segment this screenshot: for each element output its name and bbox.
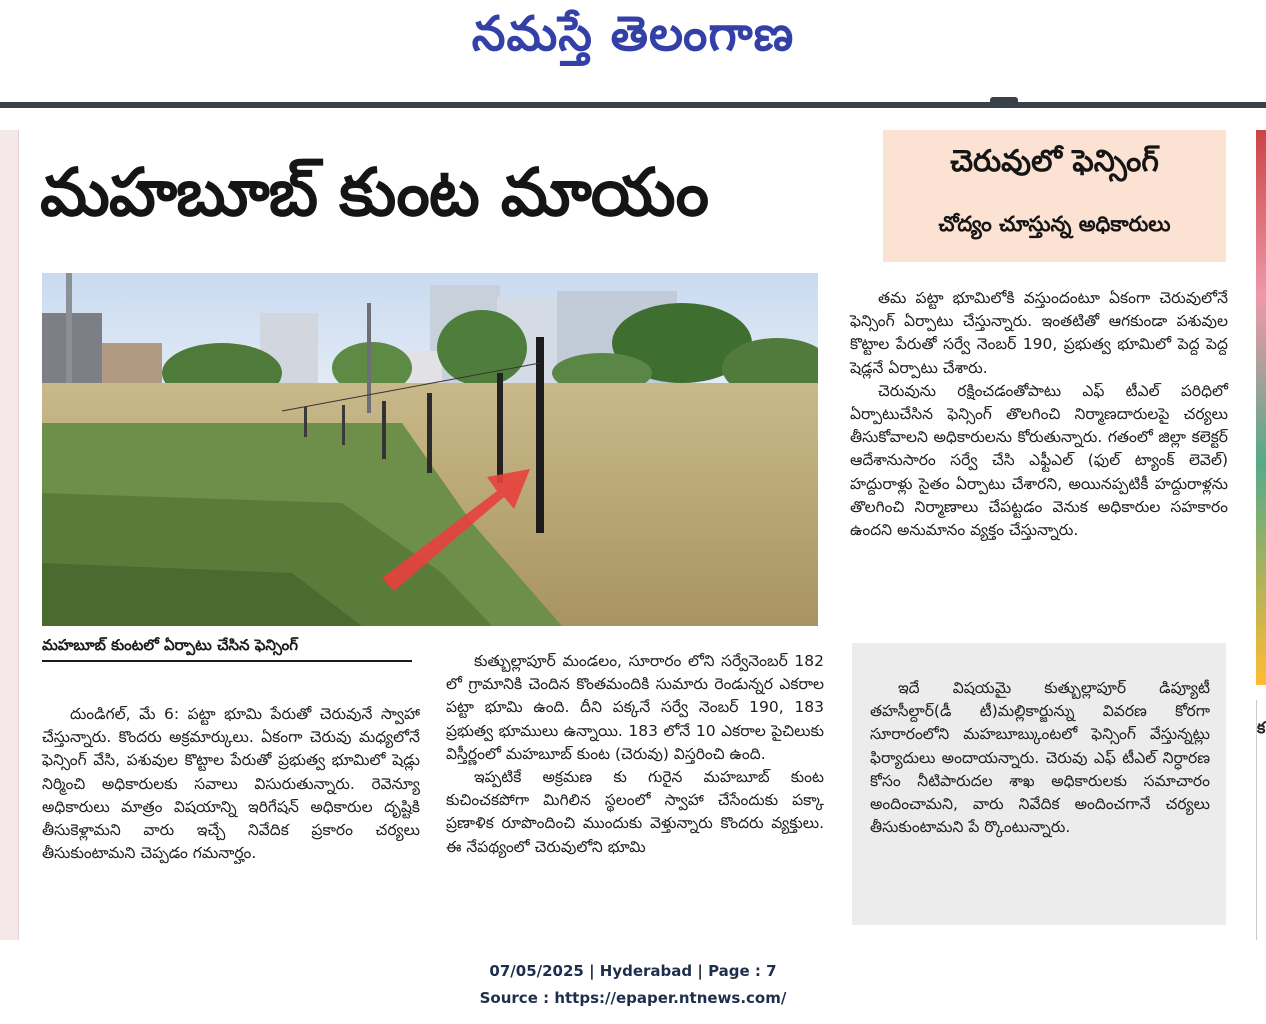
paragraph: చెరువును రక్షించడంతోపాటు ఎఫ్ టీఎల్ పరిధిలో ఏర్పాటుచేసిన ఫెన్సింగ్ తొలగించి నిర్మాణదారులపై చర్యలు తీసుకోవాలని అధికారులను కోరుతున్నారు. గతంలో జిల్లా కలెక్టర్ ఆదేశానుసారం సర్వే చేసి ఎఫ్టీఎల్ (ఫుల్ ట్యాంక్ లెవెల్) హద్దురాళ్లు సైతం ఏర్పాటు చేశారని, అయినప్పటికీ హద్దురాళ్లను తొలగించి నిర్మాణాలు చేపట్టడం వెనుక అధికారుల సహకారం ఉందని అనుమానం వ్యక్తం చేస్తున్నారు. [850,381,1228,540]
article-column-3 [850,287,1228,542]
paragraph: ఇప్పటికే అక్రమణ కు గురైన మహబూబ్ కుంట కుచించకపోగా మిగిలిన స్థలంలో స్వాహా చేసేందుకు పక్కా ప్రణాళిక రూపొందించి ముందుకు వెళ్తున్నారు కొందరు వ్యక్తులు. ఈ నేపథ్యంలో చెరువులోని భూమి [446,768,824,856]
article-headline: మహబూబ్ కుంట మాయం [40,154,709,231]
page-footer [0,958,1266,1012]
right-neighbor-char: క [1257,718,1266,737]
paragraph: దుండిగల్, మే 6: పట్టా భూమి పేరుతో చెరువునే స్వాహా చేస్తున్నారు. కొందరు అక్రమార్కులు. ఏకంగా చెరువు మధ్యలోనే ఫెన్సింగ్ వేసి, పశువుల కొట్టాల పేరుతో ప్రభుత్వ భూమిలో షెడ్లు నిర్మించి అధికారులకు సవాలు విసురుతున్నారు. రెవెన్యూ అధికారులు మాత్రం విషయాన్ని ఇరిగేషన్ అధికారుల దృష్టికి తీసుకెళ్లామని వారు ఇచ్చే నివేదిక ప్రకారం చర్యలు తీసుకుంటామని చెప్పడం గమనార్హం. [42,705,420,863]
article-column-2 [446,650,824,859]
subhead-box [883,130,1226,262]
paragraph: కుత్బుల్లాపూర్ మండలం, సూరారం లోని సర్వేనెంబర్ 182 లో గ్రామానికి చెందిన కొంతమందికి సుమారు రెండున్నర ఎకరాల పట్టా భూమి ఉంది. దీని పక్కనే సర్వే నెంబర్ 190, 183 ప్రభుత్వ భూములు ఉన్నాయి. 183 లోనే 10 ఎకరాల పైచిలుకు విస్తీర్ణంలో మహబూబ్ కుంట (చెరువు) విస్తరించి ఉంది. [446,652,824,763]
photo-fence-in-lake [42,273,818,626]
paragraph: తమ పట్టా భూమిలోకి వస్తుందంటూ ఏకంగా చెరువులోనే ఫెన్సింగ్ ఏర్పాటు చేస్తున్నారు. ఇంతటితో ఆగకుండా పశువుల కొట్టాల పేరుతో సర్వే నెంబర్ 190, ప్రభుత్వ భూమిలో పెద్ద పెద్ద షెడ్లనే ఏర్పాటు చేశారు. [850,289,1228,377]
masthead [0,0,1266,100]
electric-pole [66,273,72,383]
article-photo [42,273,818,626]
photo-caption: మహబూబ్ కుంటలో ఏర్పాటు చేసిన ఫెన్సింగ్ [42,630,412,662]
footer-source-link[interactable]: Source : https://epaper.ntnews.com/ [479,989,787,1007]
article-column-1 [42,703,420,865]
left-neighbor-article-edge [0,130,19,940]
article-column-4 [870,677,1210,839]
footer-date-edition: 07/05/2025 | Hyderabad | Page : 7 [489,962,777,980]
masthead-rule [0,102,1266,108]
paragraph: ఇదే విషయమై కుత్బుల్లాపూర్ డిప్యూటీ తహసీల్దార్(డీ టీ)మల్లికార్జున్ను వివరణ కోరగా సూరారంలోని మహబూబ్కుంటలో ఫెన్సింగ్ వేస్తున్నట్లు ఫిర్యాదులు అందాయన్నారు. చెరువు ఎఫ్ టీఎల్ నిర్ధారణ కోసం నీటిపారుదల శాఖ అధికారులకు సమాచారం అందించామని, వారు నివేదిక అందించగానే చర్యలు తీసుకుంటామని పే ర్కొంటున్నారు. [870,679,1210,837]
subhead-line-2: చోద్యం చూస్తున్న అధికారులు [938,212,1171,236]
fence-post [536,337,544,533]
newspaper-logo: నమస్తే తెలంగాణ [471,6,795,62]
subhead-line-1: చెరువులో ఫెన్సింగ్ [950,144,1159,179]
right-neighbor-ad-edge [1256,130,1266,685]
